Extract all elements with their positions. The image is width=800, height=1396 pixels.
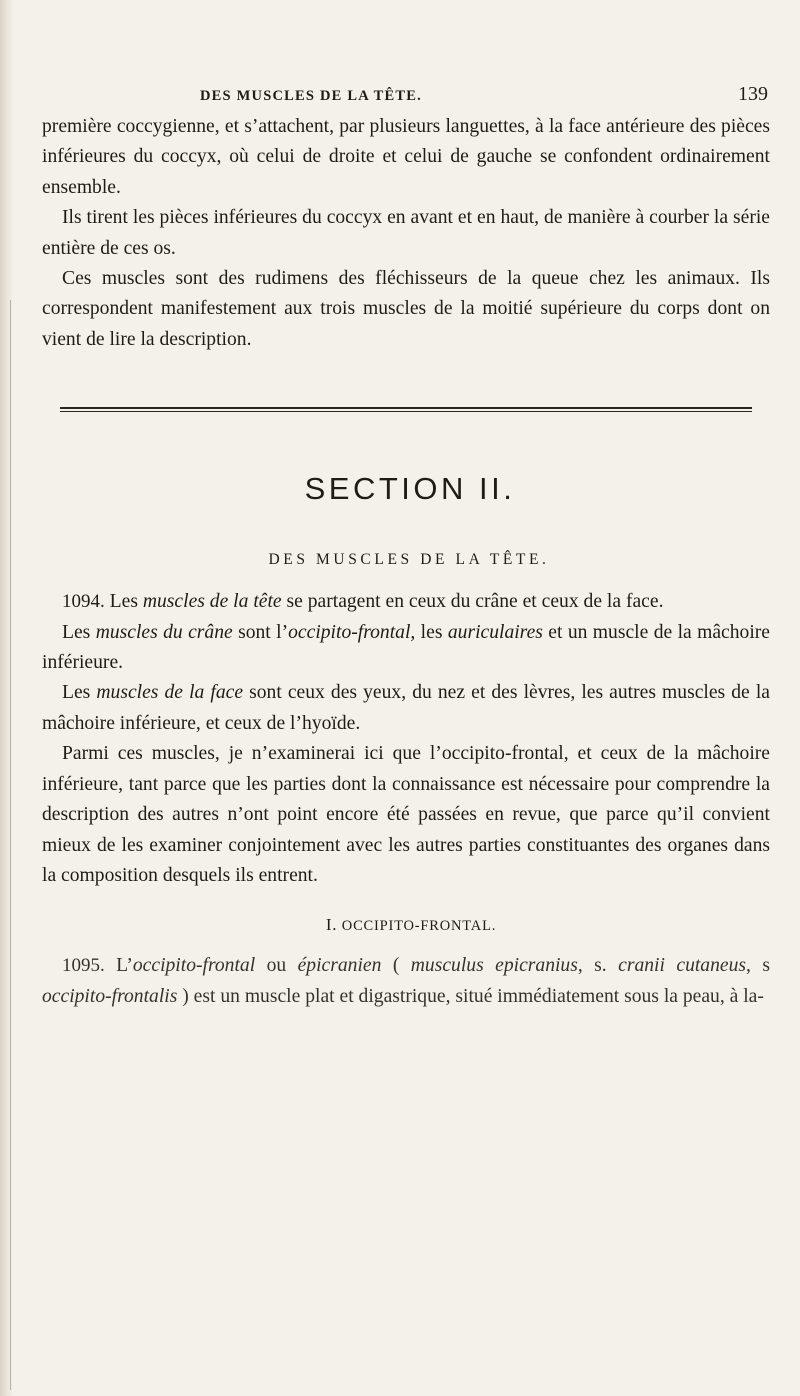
running-head-title: DES MUSCLES DE LA TÊTE. (200, 88, 422, 104)
binding-shadow-line (10, 300, 11, 1390)
running-head (42, 82, 770, 112)
italic-term: muscles de la face (96, 682, 244, 704)
text-run: , s. (577, 955, 619, 977)
subsection-title: OCCIPITO-FRONTAL. (341, 918, 497, 935)
paragraph-crane (42, 618, 770, 679)
italic-term: muscles du crâne (95, 621, 233, 643)
page-number: 139 (738, 83, 768, 105)
text-run: ou (255, 955, 298, 977)
paragraph-parmi: Parmi ces muscles, je n’examinerai ici que l’occipito-frontal, et ceux de la mâchoire inférieure, tant parce que les parties dont la connaissance est nécessaire pour comprendre la description des autres n’ont point encore été passées en revue, que parce qu’il convient mieux de les examiner conjointement avec les autres parties constituantes des organes dans la composition desquels ils entrent. (42, 743, 770, 886)
italic-term: occipito-frontal (132, 955, 256, 977)
text-run: ( (381, 955, 411, 977)
paragraph-1094 (42, 587, 770, 617)
italic-term: muscles de la tête (142, 591, 282, 613)
italic-term: occipito-frontalis (42, 985, 178, 1007)
section-divider-rule (42, 407, 770, 413)
italic-term: occipito-frontal, (288, 621, 416, 643)
text-run: Les (62, 621, 96, 643)
italic-term: auriculaires (447, 621, 543, 643)
paragraph-1095 (42, 951, 770, 1012)
text-run: L’ (104, 955, 133, 977)
section-title: SECTION II. (304, 471, 516, 507)
italic-term: musculus epicranius (410, 955, 578, 977)
page-binding-edge (0, 0, 14, 1396)
paragraph-1095-wrap (42, 951, 770, 1012)
continuation-paragraph-3: Ces muscles sont des rudimens des fléchisseurs de la queue chez les animaux. Ils correspondent manifestement aux trois muscles de la moitié supérieure du corps dont on vient de lire la description. (42, 268, 770, 350)
book-page (42, 82, 770, 1012)
text-run: sont ceux des yeux, du nez et des lèvres, les autres muscles de la mâchoire inférieure, et ceux de l’hyoïde. (42, 682, 770, 734)
text-run: , s (746, 955, 770, 977)
divider-thin-line (60, 411, 752, 412)
paragraph-face (42, 678, 770, 739)
paragraph-number: 1095. (62, 955, 105, 977)
text-run: se partagent en ceux du crâne et ceux de la face. (281, 591, 664, 613)
divider-thick-line (60, 407, 752, 409)
continuation-paragraph-2: Ils tirent les pièces inférieures du coccyx en avant et en haut, de manière à courber la série entière de ces os. (42, 207, 770, 259)
subsection-heading (52, 915, 770, 935)
subsection-numeral: I. (325, 915, 338, 935)
italic-term: épicranien (297, 955, 382, 977)
text-run: et un muscle de la mâchoire inférieure. (42, 621, 770, 674)
text-run: les (415, 621, 448, 643)
text-run: Les (109, 591, 143, 613)
text-run: sont l’ (232, 621, 289, 643)
italic-term: cranii cutaneus (618, 955, 747, 977)
section-subtitle: DES MUSCLES DE LA TÊTE. (268, 551, 550, 569)
text-run: ) est un muscle plat et digastrique, situé immédiatement sous la peau, à la- (177, 985, 764, 1007)
paragraph-number: 1094. (62, 591, 105, 613)
continuation-paragraph-1: première coccygienne, et s’attachent, par plusieurs languettes, à la face antérieure des pièces inférieures du coccyx, où celui de droite et celui de gauche se confondent ordinairement ensemble. (42, 116, 770, 198)
text-run: Les (62, 682, 97, 704)
